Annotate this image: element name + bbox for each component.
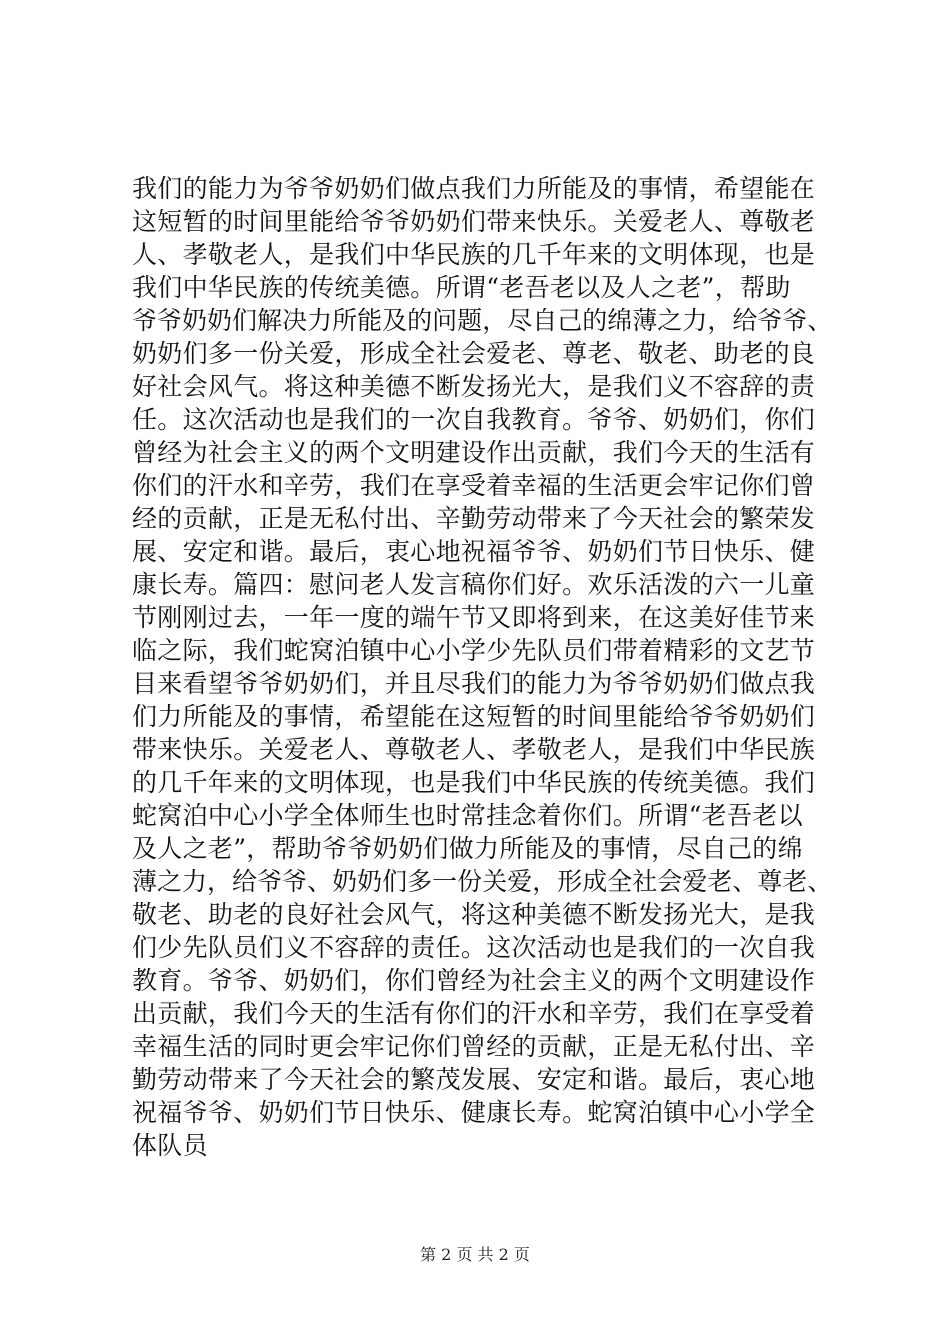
text-line: 目来看望爷爷奶奶们，并且尽我们的能力为爷爷奶奶们做点我	[132, 669, 816, 698]
text-line: 出贡献，我们今天的生活有你们的汗水和辛劳，我们在享受着	[132, 999, 816, 1028]
text-line: 我们的能力为爷爷奶奶们做点我们力所能及的事情，希望能在	[132, 174, 816, 203]
text-line: 祝福爷爷、奶奶们节日快乐、健康长寿。蛇窝泊镇中心小学全	[132, 1098, 816, 1127]
text-line: 奶奶们多一份关爱，形成全社会爱老、尊老、敬老、助老的良	[132, 339, 816, 368]
text-line: 蛇窝泊中心小学全体师生也时常挂念着你们。所谓“老吾老以	[132, 801, 803, 830]
text-line: 教育。爷爷、奶奶们，你们曾经为社会主义的两个文明建设作	[132, 966, 816, 995]
text-line: 的几千年来的文明体现，也是我们中华民族的传统美德。我们	[132, 768, 816, 797]
text-line: 康长寿。篇四：慰问老人发言稿你们好。欢乐活泼的六一儿童	[132, 570, 816, 599]
body-text	[132, 172, 832, 1162]
text-line: 这短暂的时间里能给爷爷奶奶们带来快乐。关爱老人、尊敬老	[132, 207, 816, 236]
text-line: 们力所能及的事情，希望能在这短暂的时间里能给爷爷奶奶们	[132, 702, 816, 731]
text-line: 薄之力，给爷爷、奶奶们多一份关爱，形成全社会爱老、尊老、	[132, 867, 833, 896]
text-line: 勤劳动带来了今天社会的繁茂发展、安定和谐。最后，衷心地	[132, 1065, 816, 1094]
text-line: 好社会风气。将这种美德不断发扬光大，是我们义不容辞的责	[132, 372, 816, 401]
text-line: 人、孝敬老人，是我们中华民族的几千年来的文明体现，也是	[132, 240, 816, 269]
text-line: 爷爷奶奶们解决力所能及的问题，尽自己的绵薄之力，给爷爷、	[132, 306, 833, 335]
text-line: 们少先队员们义不容辞的责任。这次活动也是我们的一次自我	[132, 933, 816, 962]
text-line: 我们中华民族的传统美德。所谓“老吾老以及人之老”，帮助	[132, 273, 791, 302]
text-line: 展、安定和谐。最后，衷心地祝福爷爷、奶奶们节日快乐、健	[132, 537, 816, 566]
text-line: 经的贡献，正是无私付出、辛勤劳动带来了今天社会的繁荣发	[132, 504, 816, 533]
text-line: 带来快乐。关爱老人、尊敬老人、孝敬老人，是我们中华民族	[132, 735, 816, 764]
text-line: 你们的汗水和辛劳，我们在享受着幸福的生活更会牢记你们曾	[132, 471, 816, 500]
text-line: 曾经为社会主义的两个文明建设作出贡献，我们今天的生活有	[132, 438, 816, 467]
text-line: 幸福生活的同时更会牢记你们曾经的贡献，正是无私付出、辛	[132, 1032, 816, 1061]
text-line: 任。这次活动也是我们的一次自我教育。爷爷、奶奶们，你们	[132, 405, 816, 434]
text-line: 及人之老”，帮助爷爷奶奶们做力所能及的事情，尽自己的绵	[132, 834, 803, 863]
text-line: 节刚刚过去，一年一度的端午节又即将到来，在这美好佳节来	[132, 603, 816, 632]
text-line: 临之际，我们蛇窝泊镇中心小学少先队员们带着精彩的文艺节	[132, 636, 816, 665]
text-line: 体队员	[132, 1131, 208, 1160]
text-line: 敬老、助老的良好社会风气，将这种美德不断发扬光大，是我	[132, 900, 816, 929]
page-footer: 第 2 页 共 2 页	[420, 1245, 530, 1264]
